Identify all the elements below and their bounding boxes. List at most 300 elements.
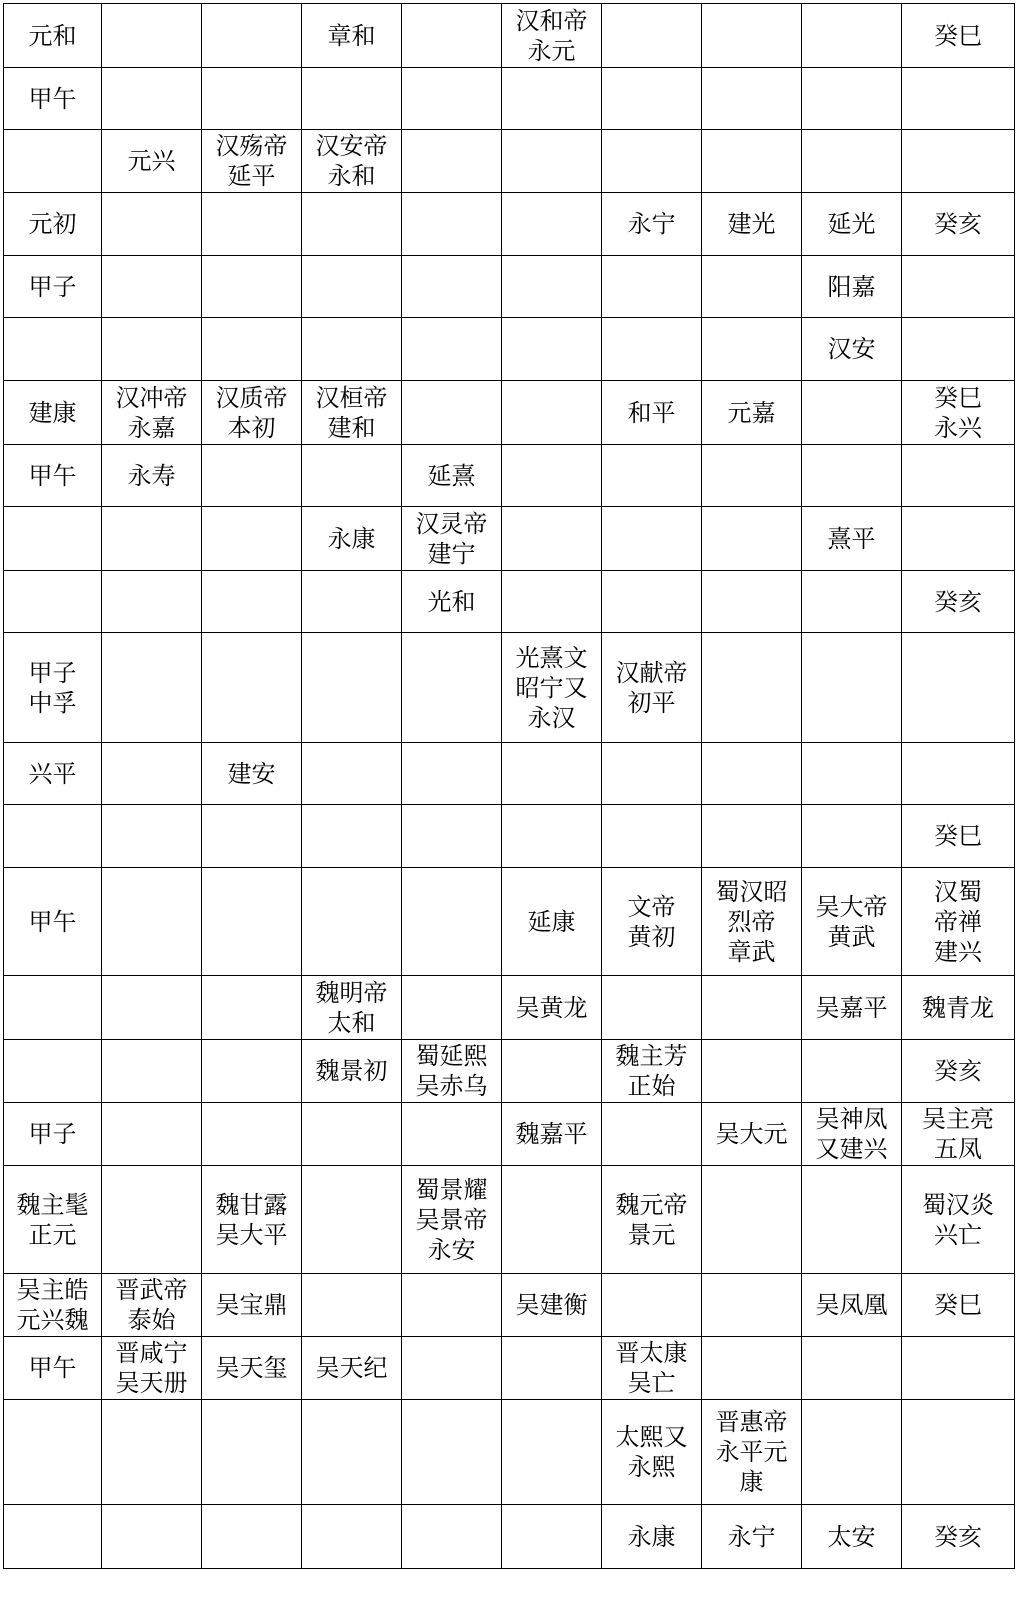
table-row: [4, 381, 1015, 445]
table-cell: [702, 1400, 802, 1505]
table-cell: [302, 4, 402, 68]
table-cell: [302, 68, 402, 130]
table-cell: [302, 976, 402, 1040]
table-cell: [402, 193, 502, 256]
table-cell: [402, 1400, 502, 1505]
table-cell: [202, 1166, 302, 1274]
cell-text: 吴大元: [715, 1120, 788, 1148]
table-cell: [602, 445, 702, 507]
table-cell: [202, 318, 302, 381]
table-cell: [802, 1103, 902, 1166]
cell-text: 蜀汉炎 兴亡: [922, 1190, 994, 1249]
table-row: [4, 1274, 1015, 1337]
table-cell: [602, 1337, 702, 1400]
table-cell: [4, 381, 102, 445]
cell-text: 章和: [327, 21, 376, 50]
table-cell: [4, 1337, 102, 1400]
table-cell: [102, 68, 202, 130]
table-cell: [702, 805, 802, 868]
table-cell: [4, 743, 102, 805]
table-cell: [602, 868, 702, 976]
cell-text: 汉安: [827, 335, 876, 363]
table-cell: [702, 4, 802, 68]
table-cell: [602, 381, 702, 445]
table-cell: [202, 1505, 302, 1569]
table-row: [4, 976, 1015, 1040]
table-cell: [202, 1400, 302, 1505]
table-cell: [202, 805, 302, 868]
table-cell: [702, 1166, 802, 1274]
table-cell: [902, 1505, 1015, 1569]
table-cell: [402, 976, 502, 1040]
table-cell: [102, 1505, 202, 1569]
table-cell: [4, 1400, 102, 1505]
table-cell: [302, 507, 402, 571]
table-cell: [202, 130, 302, 193]
table-cell: [202, 868, 302, 976]
table-cell: [802, 1400, 902, 1505]
table-cell: [102, 193, 202, 256]
cell-text: 建康: [28, 398, 77, 427]
table-cell: [902, 1400, 1015, 1505]
table-cell: [702, 68, 802, 130]
cell-text: 吴宝鼎: [215, 1291, 288, 1319]
cell-text: 甲午: [28, 1354, 77, 1382]
cell-text: 汉献帝 初平: [615, 658, 688, 717]
table-row: [4, 1505, 1015, 1569]
table-cell: [802, 507, 902, 571]
table-cell: [502, 805, 602, 868]
table-cell: [902, 976, 1015, 1040]
table-cell: [902, 1166, 1015, 1274]
table-row: [4, 743, 1015, 805]
table-cell: [602, 976, 702, 1040]
table-cell: [702, 1040, 802, 1103]
table-cell: [802, 318, 902, 381]
cell-text: 甲午: [28, 907, 77, 936]
table-cell: [102, 1040, 202, 1103]
table-cell: [802, 256, 902, 318]
table-cell: [402, 1274, 502, 1337]
table-cell: [402, 507, 502, 571]
table-cell: [802, 68, 902, 130]
table-row: [4, 507, 1015, 571]
table-cell: [202, 1040, 302, 1103]
table-cell: [4, 130, 102, 193]
table-cell: [202, 381, 302, 445]
table-cell: [4, 1040, 102, 1103]
table-cell: [102, 571, 202, 633]
table-cell: [4, 507, 102, 571]
table-cell: [502, 743, 602, 805]
table-cell: [502, 1040, 602, 1103]
table-cell: [802, 743, 902, 805]
table-cell: [802, 1040, 902, 1103]
cell-text: 太熙又 永熙: [615, 1423, 688, 1481]
table-cell: [202, 976, 302, 1040]
table-cell: [102, 318, 202, 381]
table-cell: [502, 193, 602, 256]
cell-text: 甲子 中孚: [28, 658, 77, 717]
cell-text: 元初: [28, 210, 77, 238]
table-cell: [602, 1166, 702, 1274]
table-cell: [202, 571, 302, 633]
table-cell: [702, 507, 802, 571]
table-cell: [302, 193, 402, 256]
table-cell: [502, 256, 602, 318]
table-cell: [602, 633, 702, 743]
table-cell: [202, 256, 302, 318]
table-cell: [402, 1337, 502, 1400]
table-cell: [102, 507, 202, 571]
table-cell: [4, 256, 102, 318]
table-cell: [902, 256, 1015, 318]
cell-text: 文帝 黄初: [627, 892, 676, 951]
table-cell: [802, 1166, 902, 1274]
table-cell: [102, 805, 202, 868]
table-cell: [302, 868, 402, 976]
table-cell: [602, 256, 702, 318]
cell-text: 癸巳 永兴: [934, 383, 982, 442]
table-cell: [4, 976, 102, 1040]
table-cell: [4, 68, 102, 130]
table-cell: [502, 571, 602, 633]
cell-text: 永宁: [727, 1522, 776, 1551]
table-cell: [302, 130, 402, 193]
table-row: [4, 68, 1015, 130]
table-cell: [302, 1337, 402, 1400]
table-cell: [902, 1274, 1015, 1337]
table-cell: [402, 68, 502, 130]
cell-text: 吴神凤 又建兴: [815, 1105, 888, 1163]
cell-text: 元嘉: [727, 398, 776, 427]
table-cell: [602, 130, 702, 193]
cell-text: 延康: [527, 907, 576, 936]
cell-text: 吴大帝 黄武: [815, 892, 888, 951]
table-cell: [102, 130, 202, 193]
table-cell: [402, 1505, 502, 1569]
table-cell: [502, 1505, 602, 1569]
table-cell: [302, 256, 402, 318]
table-cell: [402, 256, 502, 318]
cell-text: 甲子: [28, 1120, 77, 1148]
table-row: [4, 1400, 1015, 1505]
era-table: [3, 3, 1015, 1569]
table-cell: [202, 1337, 302, 1400]
table-cell: [402, 571, 502, 633]
table-cell: [402, 130, 502, 193]
table-cell: [702, 130, 802, 193]
table-cell: [102, 743, 202, 805]
cell-text: 汉灵帝 建宁: [415, 509, 488, 568]
table-cell: [502, 4, 602, 68]
cell-text: 蜀景耀 吴景帝 永安: [415, 1175, 488, 1264]
table-cell: [302, 1400, 402, 1505]
cell-text: 吴黄龙: [515, 993, 588, 1022]
table-cell: [402, 868, 502, 976]
cell-text: 甲午: [28, 461, 77, 490]
table-cell: [502, 130, 602, 193]
cell-text: 元兴: [127, 147, 176, 175]
cell-text: 甲午: [28, 84, 77, 113]
table-cell: [702, 1274, 802, 1337]
cell-text: 魏明帝 太和: [315, 978, 388, 1037]
cell-text: 兴平: [28, 759, 77, 788]
table-cell: [802, 381, 902, 445]
table-cell: [702, 1337, 802, 1400]
table-cell: [402, 445, 502, 507]
cell-text: 和平: [627, 398, 676, 427]
table-cell: [302, 1505, 402, 1569]
cell-text: 汉桓帝 建和: [315, 383, 388, 442]
cell-text: 元和: [28, 21, 77, 50]
table-cell: [902, 507, 1015, 571]
table-cell: [602, 507, 702, 571]
table-cell: [702, 445, 802, 507]
table-cell: [4, 633, 102, 743]
cell-text: 晋惠帝 永平元 康: [715, 1408, 788, 1496]
table-cell: [102, 445, 202, 507]
table-row: [4, 1337, 1015, 1400]
table-cell: [802, 868, 902, 976]
table-cell: [502, 1337, 602, 1400]
cell-text: 魏主髦 正元: [16, 1190, 89, 1249]
table-cell: [202, 743, 302, 805]
table-cell: [302, 1166, 402, 1274]
table-row: [4, 633, 1015, 743]
table-row: [4, 318, 1015, 381]
table-cell: [402, 743, 502, 805]
table-cell: [502, 1400, 602, 1505]
table-cell: [402, 381, 502, 445]
table-cell: [902, 4, 1015, 68]
cell-text: 太安: [827, 1522, 876, 1551]
cell-text: 吴主皓 元兴魏: [16, 1276, 89, 1334]
table-cell: [502, 976, 602, 1040]
table-cell: [4, 1505, 102, 1569]
table-cell: [402, 318, 502, 381]
cell-text: 光和: [427, 587, 476, 616]
cell-text: 永康: [327, 524, 376, 553]
cell-text: 建光: [727, 210, 776, 238]
table-cell: [802, 130, 902, 193]
table-cell: [102, 868, 202, 976]
cell-text: 吴凤凰: [815, 1291, 888, 1319]
table-cell: [302, 805, 402, 868]
table-cell: [802, 571, 902, 633]
table-cell: [902, 318, 1015, 381]
table-cell: [702, 1505, 802, 1569]
table-cell: [602, 571, 702, 633]
table-cell: [102, 1166, 202, 1274]
cell-text: 蜀汉昭 烈帝 章武: [715, 877, 788, 966]
table-cell: [902, 381, 1015, 445]
table-cell: [502, 868, 602, 976]
cell-text: 癸亥: [934, 210, 982, 238]
table-cell: [302, 445, 402, 507]
cell-text: 熹平: [827, 524, 876, 553]
table-row: [4, 1166, 1015, 1274]
table-cell: [4, 571, 102, 633]
table-cell: [202, 1274, 302, 1337]
table-cell: [502, 1103, 602, 1166]
table-cell: [202, 68, 302, 130]
cell-text: 汉质帝 本初: [215, 383, 288, 442]
table-cell: [702, 318, 802, 381]
era-table-body: [4, 4, 1015, 1569]
cell-text: 吴嘉平: [815, 993, 888, 1022]
table-cell: [902, 193, 1015, 256]
table-row: [4, 130, 1015, 193]
table-cell: [602, 1040, 702, 1103]
table-cell: [902, 130, 1015, 193]
cell-text: 延光: [827, 210, 876, 238]
cell-text: 魏青龙: [922, 993, 994, 1022]
table-cell: [302, 571, 402, 633]
table-row: [4, 445, 1015, 507]
table-cell: [4, 4, 102, 68]
cell-text: 魏甘露 吴大平: [215, 1190, 288, 1249]
table-cell: [502, 1166, 602, 1274]
table-cell: [4, 805, 102, 868]
table-cell: [602, 805, 702, 868]
cell-text: 建安: [227, 759, 276, 788]
table-cell: [302, 1274, 402, 1337]
table-cell: [902, 68, 1015, 130]
cell-text: 魏元帝 景元: [615, 1190, 688, 1249]
table-cell: [802, 1337, 902, 1400]
cell-text: 永康: [627, 1522, 676, 1551]
table-cell: [602, 1103, 702, 1166]
table-cell: [402, 633, 502, 743]
table-cell: [402, 4, 502, 68]
table-cell: [302, 1103, 402, 1166]
cell-text: 汉和帝 永元: [515, 6, 588, 65]
table-cell: [802, 1274, 902, 1337]
cell-text: 汉冲帝 永嘉: [115, 383, 188, 442]
cell-text: 癸巳: [934, 822, 982, 850]
cell-text: 晋武帝 泰始: [115, 1276, 188, 1334]
table-cell: [902, 868, 1015, 976]
cell-text: 癸巳: [934, 1291, 982, 1319]
table-cell: [4, 318, 102, 381]
cell-text: 阳嘉: [827, 272, 876, 301]
table-row: [4, 571, 1015, 633]
table-cell: [102, 1103, 202, 1166]
table-cell: [4, 868, 102, 976]
table-row: [4, 1040, 1015, 1103]
table-row: [4, 256, 1015, 318]
cell-text: 魏主芳 正始: [615, 1042, 688, 1100]
table-cell: [602, 1274, 702, 1337]
table-cell: [402, 1103, 502, 1166]
table-row: [4, 1103, 1015, 1166]
cell-text: 永宁: [627, 210, 676, 238]
cell-text: 癸亥: [934, 587, 982, 616]
table-cell: [4, 193, 102, 256]
table-cell: [302, 381, 402, 445]
cell-text: 癸巳: [934, 21, 982, 50]
table-cell: [102, 633, 202, 743]
table-cell: [202, 1103, 302, 1166]
table-cell: [502, 633, 602, 743]
table-cell: [502, 318, 602, 381]
table-cell: [902, 805, 1015, 868]
table-cell: [102, 381, 202, 445]
table-cell: [502, 507, 602, 571]
cell-text: 晋太康 吴亡: [615, 1339, 688, 1397]
table-cell: [602, 318, 702, 381]
table-cell: [102, 1274, 202, 1337]
table-cell: [802, 4, 902, 68]
table-cell: [102, 1400, 202, 1505]
table-cell: [4, 445, 102, 507]
table-cell: [602, 1400, 702, 1505]
table-cell: [902, 1040, 1015, 1103]
cell-text: 延熹: [427, 461, 476, 490]
table-cell: [602, 193, 702, 256]
cell-text: 魏景初: [315, 1057, 388, 1085]
table-cell: [302, 1040, 402, 1103]
table-cell: [802, 976, 902, 1040]
table-cell: [902, 1103, 1015, 1166]
cell-text: 吴天玺: [215, 1354, 288, 1382]
cell-text: 汉安帝 永和: [315, 132, 388, 190]
table-cell: [202, 193, 302, 256]
table-cell: [802, 1505, 902, 1569]
table-cell: [502, 1274, 602, 1337]
table-cell: [902, 633, 1015, 743]
table-row: [4, 4, 1015, 68]
table-cell: [502, 381, 602, 445]
cell-text: 吴主亮 五凤: [922, 1105, 994, 1163]
table-cell: [4, 1166, 102, 1274]
table-cell: [202, 507, 302, 571]
table-cell: [602, 743, 702, 805]
table-cell: [902, 571, 1015, 633]
cell-text: 甲子: [28, 272, 77, 301]
table-cell: [902, 743, 1015, 805]
table-cell: [402, 805, 502, 868]
table-cell: [702, 743, 802, 805]
table-cell: [102, 1337, 202, 1400]
table-cell: [102, 256, 202, 318]
table-cell: [502, 68, 602, 130]
table-cell: [902, 445, 1015, 507]
table-cell: [802, 445, 902, 507]
table-cell: [202, 445, 302, 507]
cell-text: 晋咸宁 吴天册: [115, 1339, 188, 1397]
table-cell: [602, 4, 702, 68]
table-cell: [702, 976, 802, 1040]
table-cell: [702, 868, 802, 976]
table-cell: [602, 1505, 702, 1569]
cell-text: 吴建衡: [515, 1291, 588, 1319]
cell-text: 汉蜀 帝禅 建兴: [934, 877, 982, 966]
table-cell: [402, 1166, 502, 1274]
table-cell: [102, 4, 202, 68]
cell-text: 汉殇帝 延平: [215, 132, 288, 190]
table-cell: [402, 1040, 502, 1103]
table-cell: [202, 633, 302, 743]
table-cell: [702, 571, 802, 633]
table-cell: [802, 193, 902, 256]
table-cell: [4, 1103, 102, 1166]
table-cell: [702, 381, 802, 445]
cell-text: 永寿: [127, 461, 176, 490]
table-cell: [302, 318, 402, 381]
table-row: [4, 193, 1015, 256]
